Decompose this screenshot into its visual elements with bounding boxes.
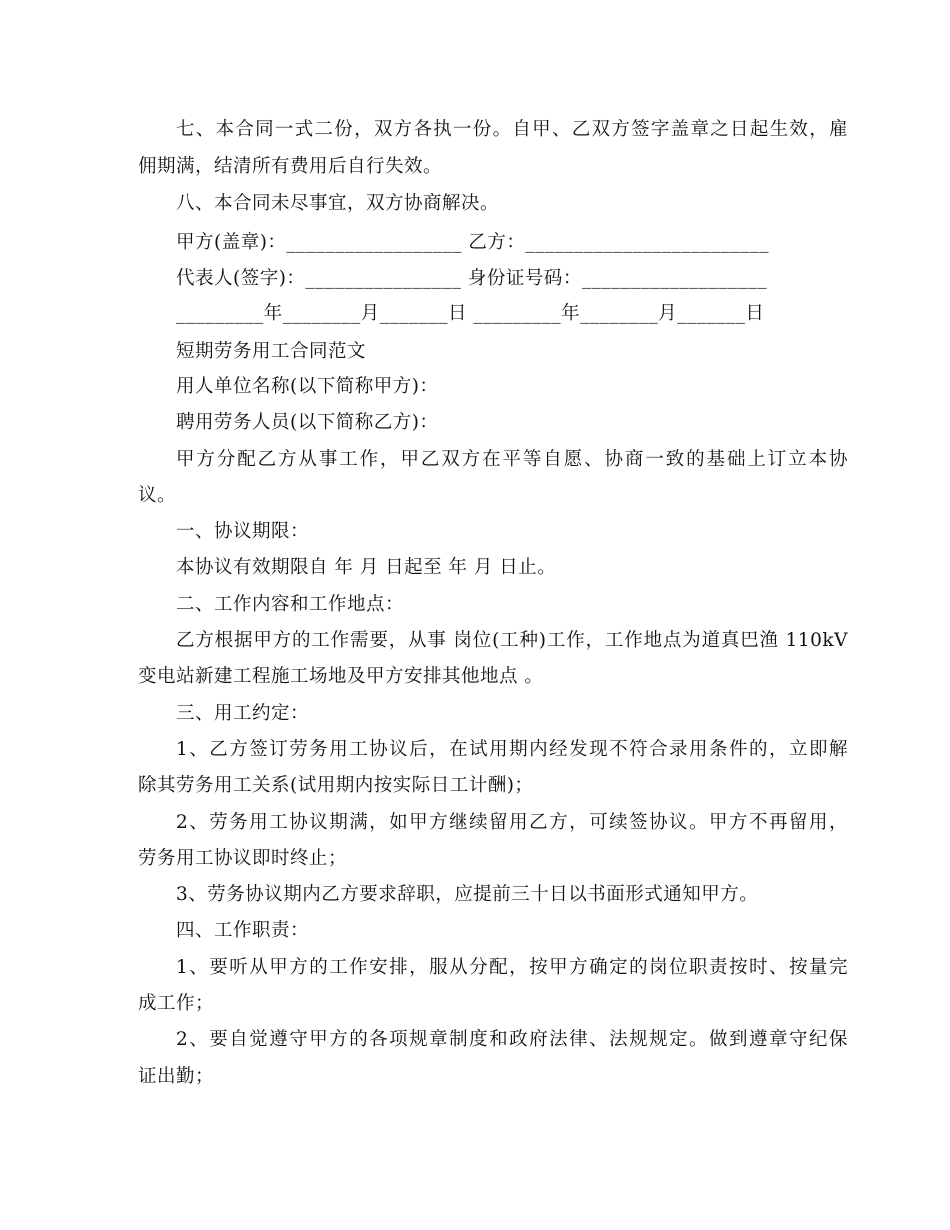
preamble-line-2: 议。 <box>138 485 177 506</box>
clause-7-line-2: 佣期满，结清所有费用后自行失效。 <box>138 156 443 177</box>
section-4-item-1-line-1: 1、要听从甲方的工作安排，服从分配，按甲方确定的岗位职责按时、按量完 <box>176 957 848 978</box>
section-4-item-1-line-2: 成工作； <box>138 993 215 1014</box>
section-3-item-3: 3、劳务协议期内乙方要求辞职，应提前三十日以书面形式通知甲方。 <box>176 884 759 905</box>
section-3-heading: 三、用工约定： <box>176 703 310 724</box>
section-2-heading: 二、工作内容和工作地点： <box>176 594 405 615</box>
signature-date-line: _________年________月_______日 _________年________月_______日 <box>176 303 765 324</box>
section-3-item-1-line-2: 除其劳务用工关系(试用期内按实际日工计酬)； <box>138 775 534 796</box>
clause-8: 八、本合同未尽事宜，双方协商解决。 <box>176 193 500 214</box>
contract-title: 短期劳务用工合同范文 <box>176 341 367 362</box>
employee-name-line: 聘用劳务人员(以下简称乙方)： <box>176 412 439 433</box>
section-1-text: 本协议有效期限自 年 月 日起至 年 月 日止。 <box>176 557 557 578</box>
section-3-item-1-line-1: 1、乙方签订劳务用工协议后，在试用期内经发现不符合录用条件的，立即解 <box>176 739 848 760</box>
section-3-item-2-line-2: 劳务用工协议即时终止； <box>138 848 348 869</box>
section-2-text-line-1: 乙方根据甲方的工作需要，从事 岗位(工种)工作，工作地点为道真巴渔 110kV <box>176 630 848 651</box>
employer-name-line: 用人单位名称(以下简称甲方)： <box>176 376 439 397</box>
section-2-text-line-2: 变电站新建工程施工场地及甲方安排其他地点 。 <box>138 666 544 687</box>
section-4-heading: 四、工作职责： <box>176 920 310 941</box>
section-4-item-2-line-2: 证出勤； <box>138 1066 215 1087</box>
signature-party-line: 甲方(盖章)：__________________ 乙方：_________________________ <box>176 232 770 253</box>
section-1-heading: 一、协议期限： <box>176 521 310 542</box>
preamble-line-1: 甲方分配乙方从事工作，甲乙双方在平等自愿、协商一致的基础上订立本协 <box>176 449 848 470</box>
signature-representative-line: 代表人(签字)：________________ 身份证号码：___________________ <box>176 268 768 289</box>
clause-7-line-1: 七、本合同一式二份，双方各执一份。自甲、乙双方签字盖章之日起生效，雇 <box>176 119 848 140</box>
section-4-item-2-line-1: 2、要自觉遵守甲方的各项规章制度和政府法律、法规规定。做到遵章守纪保 <box>176 1029 848 1050</box>
section-3-item-2-line-1: 2、劳务用工协议期满，如甲方继续留用乙方，可续签协议。甲方不再留用， <box>176 812 848 833</box>
